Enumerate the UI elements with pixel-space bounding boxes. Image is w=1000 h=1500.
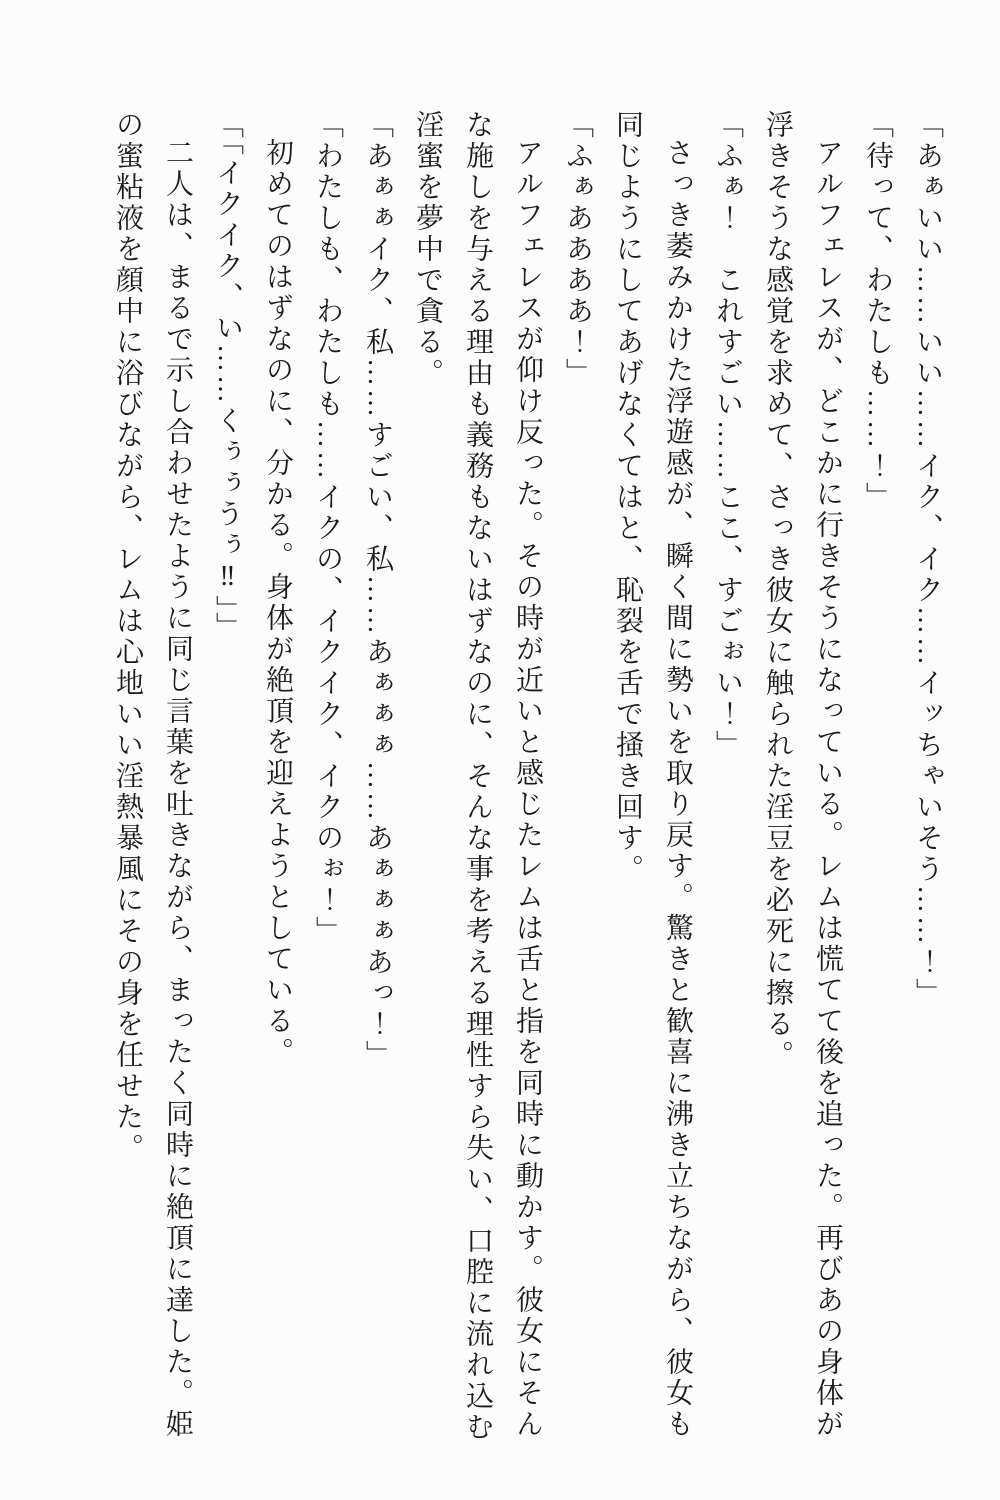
paragraph-dialogue: 「わたしも、わたしも……イクの、イクイク、イクのぉ！」 [312,110,343,947]
paragraph-dialogue: 「ふぁ！ これすごい……ここ、すごぉい！」 [712,110,743,761]
paragraph-narrative: アルフェレスが、どこかに行きそうになっている。レムは慌てて後を追った。再びあの身体が浮きそうな感覚を求めて、さっき彼女に触られた淫豆を必死に擦る。 [762,110,843,1440]
paragraph-dialogue: 「待って、わたしも……！」 [862,110,893,513]
paragraph-narrative: 初めてのはずなのに、分かる。身体が絶頂を迎えようとしている。 [262,138,293,1068]
vertical-text-flow [102,110,952,1450]
paragraph-narrative: アルフェレスが仰け反った。その時が近いと感じたレムは舌と指を同時に動かす。彼女にそんな施しを与える理由も義務もないはずなのに、そんな事を考える理性すら失い、口腔に流れ込む淫蜜を夢中で貪る。 [412,110,543,1443]
paragraph-narrative: さっき萎みかけた浮遊感が、瞬く間に勢いを取り戻す。驚きと歓喜に沸き立ちながら、彼女も同じようにしてあげなくてはと、恥裂を舌で掻き回す。 [612,110,693,1440]
paragraph-dialogue: 「ふぁああああ！」 [562,110,593,389]
paragraph-dialogue: 「あぁぁイク、私……すごい、私……あぁぁぁ……あぁぁぁあっ！」 [362,110,393,1071]
paragraph-dialogue: 「「イクイク、い……くぅぅうぅ‼」」 [212,110,243,643]
paragraph-narrative: 二人は、まるで示し合わせたように同じ言葉を吐きながら、まったく同時に絶頂に達した。姫の蜜粘液を顔中に浴びながら、レムは心地いい淫熱暴風にその身を任せた。 [112,110,193,1440]
paragraph-dialogue: 「あぁいい……いい……イク、イク……イッちゃいそう……！」 [912,110,943,1009]
